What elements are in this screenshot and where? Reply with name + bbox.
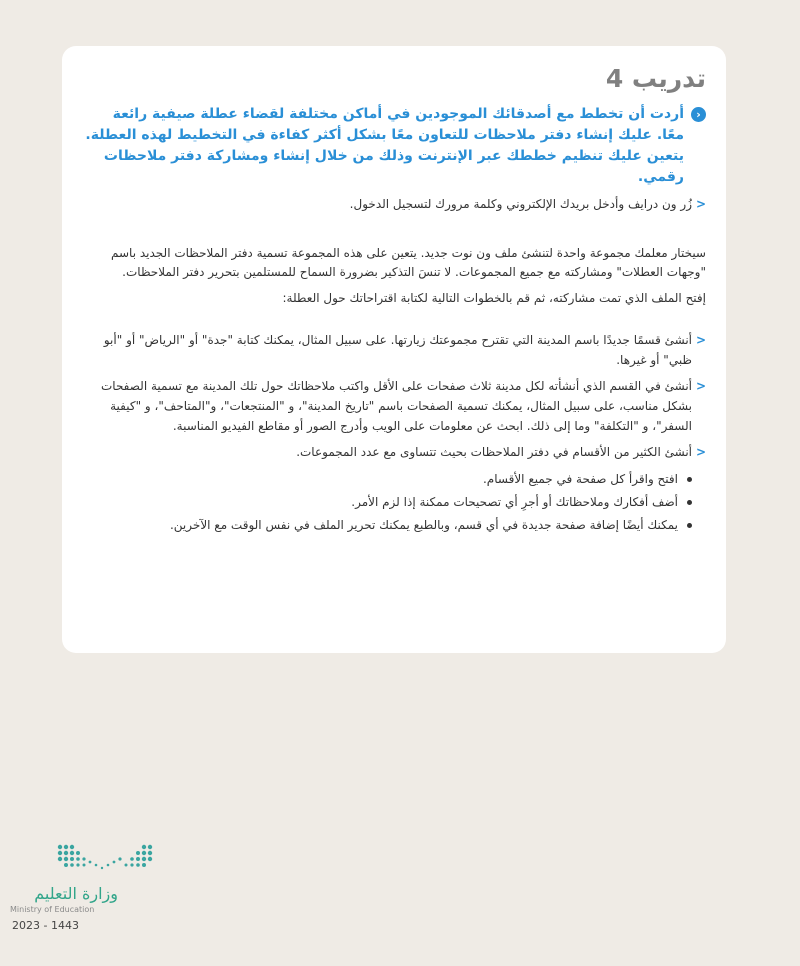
bullet-item <box>84 491 706 514</box>
bullet-dot <box>687 523 692 528</box>
ministry-logo <box>10 843 160 943</box>
exercise-intro <box>84 104 706 188</box>
bullet-item <box>84 468 706 491</box>
paragraph: إفتح الملف الذي تمت مشاركته، ثم قم بالخطوات التالية لكتابة اقتراحاتك حول العطلة: <box>282 291 706 305</box>
bullet-text: افتح واقرأ كل صفحة في جميع الأقسام. <box>482 472 678 486</box>
step-text: أنشئ الكثير من الأقسام في دفتر الملاحظات بحيث تتساوى مع عدد المجموعات. <box>296 445 692 459</box>
step-text: زُر ون درايف وأدخل بريدك الإلكتروني وكلمة مرورك لتسجيل الدخول. <box>349 197 692 211</box>
bullet-dot <box>687 477 692 482</box>
bullet-text: أضف أفكارك وملاحظاتك أو أجرِ أي تصحيحات ممكنة إذا لزم الأمر. <box>351 495 678 509</box>
step-item <box>84 194 706 214</box>
ministry-name-ar: وزارة التعليم <box>34 884 118 903</box>
exercise-title: تدريب 4 <box>605 64 706 93</box>
chevron-icon: < <box>695 333 706 347</box>
chevron-icon: < <box>695 379 706 393</box>
ministry-dots-icon <box>55 843 155 877</box>
step-text: أنشئ في القسم الذي أنشأته لكل مدينة ثلاث صفحات على الأقل واكتب ملاحظاتك حول تلك المدينة مع تسمية الصفحات بشكل مناسب، على سبيل المثال، يمكنك تسمية الصفحات باسم "تاريخ المدينة"، و "المنتجعات"، و"المتاحف"، و "كيفية السفر"، و "التكلفة" وما إلى ذلك. ابحث عن معلومات على الويب وأدرج الصور أو مقاطع الفيديو المناسبة. <box>100 379 692 433</box>
step-item <box>84 442 706 462</box>
paragraph: سيختار معلمك مجموعة واحدة لتنشئ ملف ون نوت جديد. يتعين على هذه المجموعة تسمية دفتر الملاحظات الجديد باسم "وجهات العطلات" ومشاركته مع جميع المجموعات. لا تنسَ التذكير بضرورة السماح للمستلمين بتحرير دفتر الملاحظات. <box>111 246 706 279</box>
exercise-content <box>84 62 706 537</box>
chevron-icon: < <box>695 445 706 459</box>
edition-year: 2023 - 1443 <box>12 919 79 932</box>
chevron-icon: < <box>695 197 706 211</box>
step-item <box>84 376 706 436</box>
bullet-item <box>84 514 706 537</box>
bullet-text: يمكنك أيضًا إضافة صفحة جديدة في أي قسم، وبالطبع يمكنك تحرير الملف في نفس الوقت مع الآخرين. <box>169 518 678 532</box>
exercise-card <box>62 46 726 653</box>
bullet-dot <box>687 500 692 505</box>
chevron-circle-icon: ‹ <box>691 107 706 122</box>
intro-text: أردت أن تخطط مع أصدقائك الموجودين في أماكن مختلفة لقضاء عطلة صيفية رائعة معًا. عليك إنشاء دفتر ملاحظات للتعاون معًا بشكل أكثر كفاءة في التخطيط لهذه العطلة. يتعين عليك تنظيم خططك عبر الإنترنت وذلك من خلال إنشاء ومشاركة دفتر ملاحظات رقمي. <box>85 106 684 185</box>
step-item <box>84 330 706 370</box>
ministry-name-en: Ministry of Education <box>10 905 95 914</box>
step-text: أنشئ قسمًا جديدًا باسم المدينة التي تقترح مجموعتك زيارتها. على سبيل المثال، يمكنك كتابة "جدة" أو "الرياض" أو "أبو ظبي" أو غيرها. <box>103 333 692 367</box>
